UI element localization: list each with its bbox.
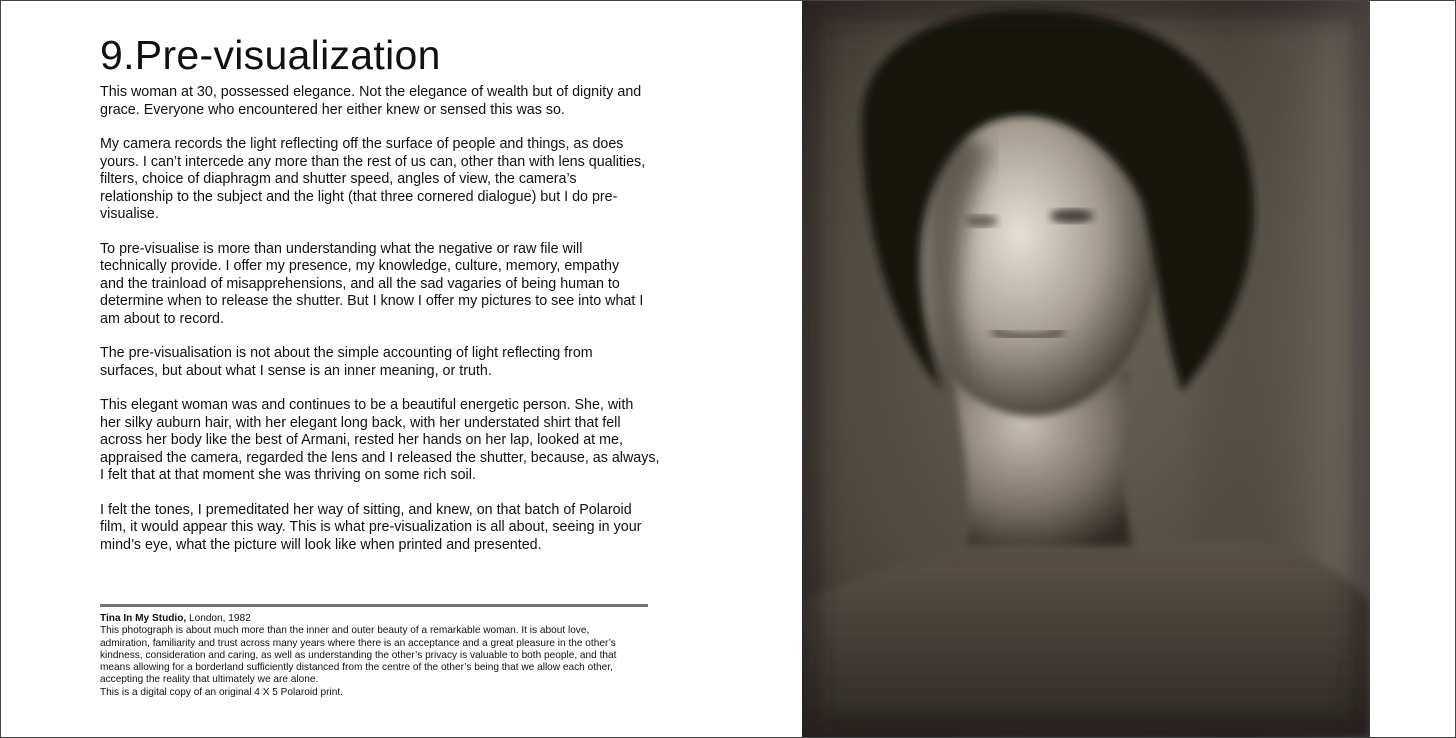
paragraph-1: This woman at 30, possessed elegance. Not the elegance of wealth but of dignity and grace. Everyone who encountered her either knew or sensed this was so. — [100, 84, 642, 118]
caption-note: This is a digital copy of an original 4 X 5 Polaroid print. — [100, 686, 343, 698]
text-page — [100, 32, 660, 571]
paragraph-4: The pre-visualisation is not about the simple accounting of light reflecting from surfaces, but about what I sense is an inner meaning, or truth. — [100, 345, 593, 379]
page-title: 9.Pre-visualization — [100, 32, 441, 78]
paragraph-6: I felt the tones, I premeditated her way of sitting, and knew, on that batch of Polaroid film, it would appear this way. This is what pre-visualization is all about, seeing in your mind’s eye, what the picture will look like when printed and presented. — [100, 501, 642, 553]
caption-body: This photograph is about much more than the inner and outer beauty of a remarkable woman. It is about love, admiration, familiarity and trust across many years where there is an acceptance and a great pleasure in the other’s kindness, consideration and caring, as well as understanding the other’s privacy is valuable to both people, and that means allowing for a borderland sufficiently distanced from the centre of the other’s being that we allow each other, accepting the reality that ultimately we are alone. — [100, 625, 617, 686]
caption-location-year: London, 1982 — [186, 613, 251, 624]
paragraph-5: This elegant woman was and continues to be a beautiful energetic person. She, with her silky auburn hair, with her elegant long back, with her understated shirt that fell across her body like the best of Armani, rested her hands on her lap, looked at me, appraised the camera, regarded the lens and I released the shutter, because, as always, I felt that at that moment she was thriving on some rich soil. — [100, 397, 660, 483]
paragraph-3: To pre-visualise is more than understanding what the negative or raw file will technically provide. I offer my presence, my knowledge, culture, memory, empathy and the trainload of misapprehensions, and all the sad vagaries of being human to determine when to release the shutter. But I know I offer my pictures to see into what I am about to record. — [100, 240, 644, 327]
caption-title: Tina In My Studio, — [100, 613, 187, 624]
portrait-illustration — [802, 1, 1370, 737]
portrait-photo — [802, 1, 1370, 737]
paragraph-2: My camera records the light reflecting off the surface of people and things, as does yours. I can’t intercede any more than the rest of us can, other than with lens qualities, filters, choice of diaphragm and shutter speed, angles of view, the camera’s relationship to the subject and the light (that three cornered dialogue) but I do pre- visualise. — [100, 136, 646, 222]
photo-caption — [100, 613, 660, 699]
caption-divider — [100, 604, 648, 607]
